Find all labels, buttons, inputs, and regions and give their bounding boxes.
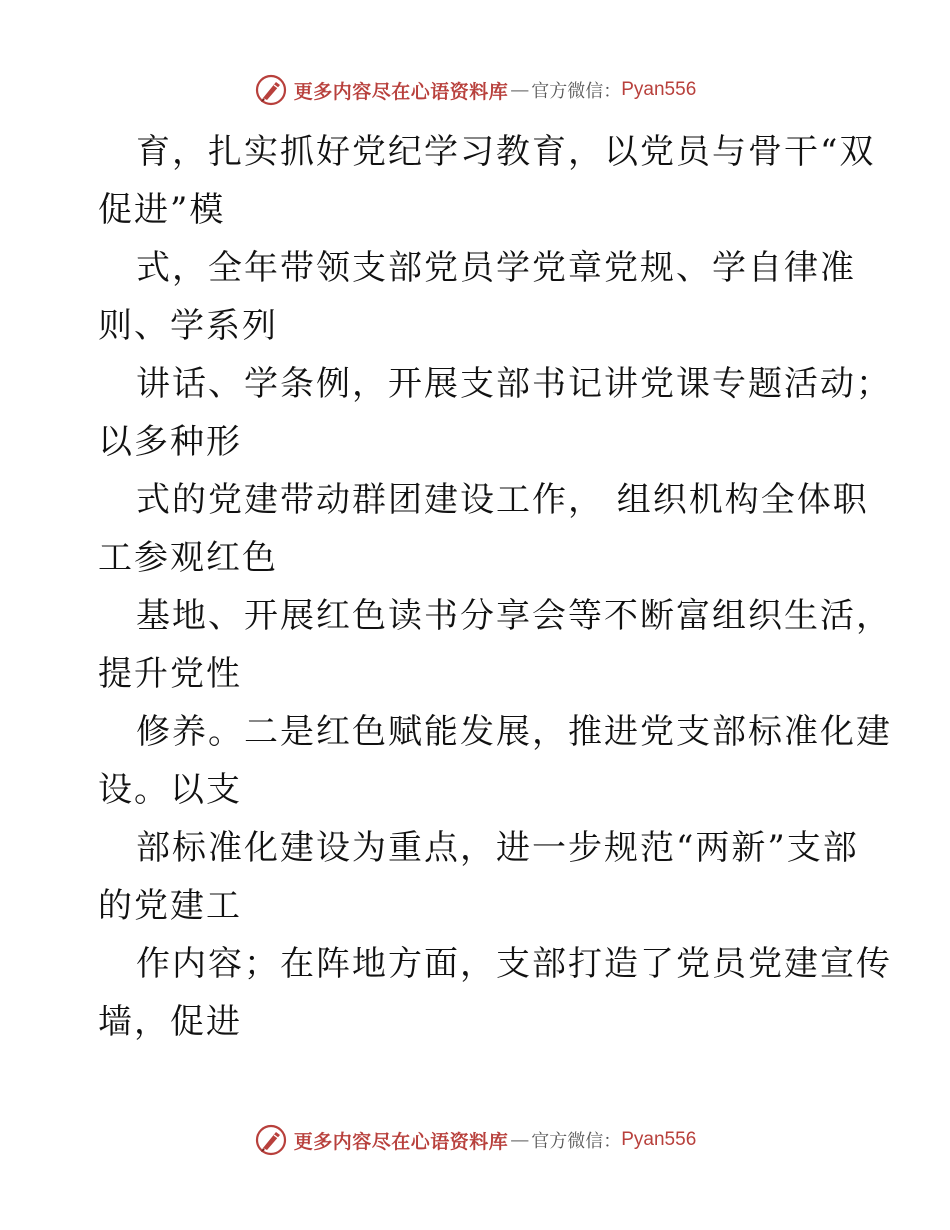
separator: — <box>510 1129 530 1151</box>
brand-name: 更多内容尽在心语资料库 <box>293 80 509 103</box>
text-line: 促进”模 <box>98 190 226 230</box>
wechat-id: Pyan556 <box>621 1129 697 1150</box>
quill-pen-logo-icon <box>254 1123 288 1157</box>
text-line: 设。以支 <box>98 770 242 810</box>
header-watermark <box>0 70 950 110</box>
brand-name: 更多内容尽在心语资料库 <box>293 1130 509 1153</box>
text-line: 部标准化建设为重点，进一步规范“两新”支部 <box>136 828 859 868</box>
document-body <box>98 123 892 1051</box>
text-line: 以多种形 <box>98 422 242 462</box>
text-line: 基地、开展红色读书分享会等不断富组织生活， <box>136 596 892 636</box>
quill-pen-logo-icon <box>254 73 288 107</box>
text-line: 式的党建带动群团建设工作， 组织机构全体职 <box>136 480 869 520</box>
separator: — <box>510 79 530 101</box>
text-line: 式，全年带领支部党员学党章党规、学自律准 <box>136 248 856 288</box>
text-line: 作内容；在阵地方面，支部打造了党员党建宣传 <box>136 944 892 984</box>
text-line: 修养。二是红色赋能发展，推进党支部标准化建 <box>136 712 892 752</box>
wechat-label: 官方微信： <box>531 81 622 102</box>
text-line: 提升党性 <box>98 654 242 694</box>
text-line: 墙，促进 <box>98 1002 242 1042</box>
text-line: 讲话、学条例，开展支部书记讲党课专题活动； <box>136 364 892 404</box>
footer-watermark <box>0 1120 950 1160</box>
text-line: 工参观红色 <box>98 538 278 578</box>
text-line: 的党建工 <box>98 886 242 926</box>
wechat-label: 官方微信： <box>531 1131 622 1152</box>
text-line: 则、学系列 <box>98 306 278 346</box>
text-line: 育，扎实抓好党纪学习教育，以党员与骨干“双 <box>136 132 876 172</box>
wechat-id: Pyan556 <box>621 79 697 100</box>
